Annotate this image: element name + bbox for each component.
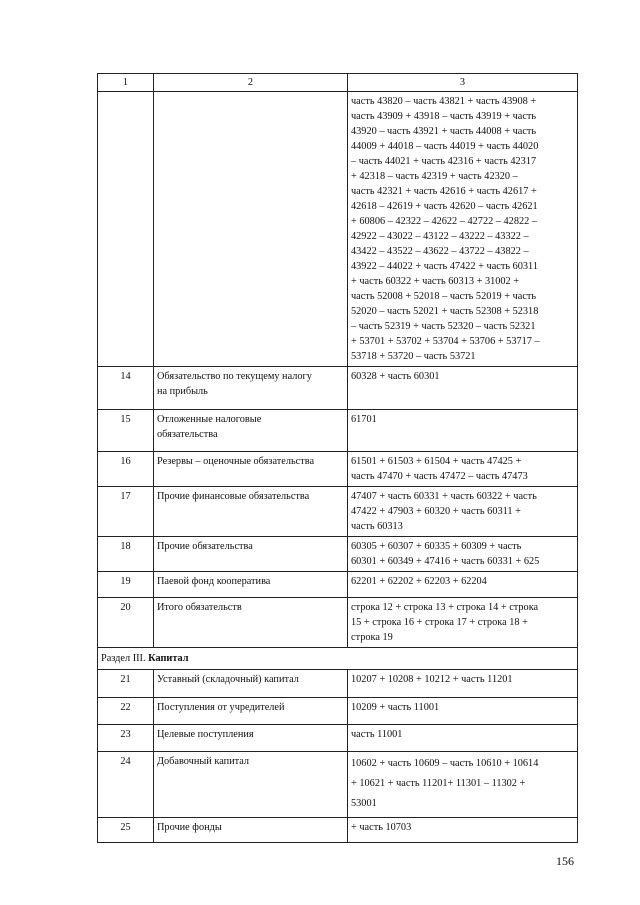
row-name: Итого обязательств — [154, 598, 348, 648]
header-col-3: 3 — [348, 74, 578, 92]
row-name: Резервы – оценочные обязательства — [154, 452, 348, 487]
row-name: Прочие финансовые обязательства — [154, 487, 348, 537]
table-header-row — [98, 74, 578, 92]
row-name: Прочие обязательства — [154, 537, 348, 572]
row-name: Уставный (складочный) капитал — [154, 670, 348, 698]
table-row — [98, 725, 578, 752]
row-formula: 61501 + 61503 + 61504 + часть 47425 + часть 47470 + часть 47472 – часть 47473 — [348, 452, 578, 487]
row-formula: 60328 + часть 60301 — [348, 367, 578, 410]
row-formula: 47407 + часть 60331 + часть 60322 + часть 47422 + 47903 + 60320 + часть 60311 + часть 60313 — [348, 487, 578, 537]
row-formula: часть 11001 — [348, 725, 578, 752]
balance-mapping-table — [97, 73, 578, 843]
row-name — [154, 92, 348, 367]
row-formula: 10209 + часть 11001 — [348, 698, 578, 725]
row-formula: 10602 + часть 10609 – часть 10610 + 10614 + 10621 + часть 11201+ 11301 – 11302 + 53001 — [348, 752, 578, 818]
row-number: 16 — [98, 452, 154, 487]
table-row — [98, 598, 578, 648]
row-name: Паевой фонд кооператива — [154, 572, 348, 598]
row-number: 20 — [98, 598, 154, 648]
section-row — [98, 648, 578, 670]
row-number: 19 — [98, 572, 154, 598]
table-row — [98, 818, 578, 843]
header-col-1: 1 — [98, 74, 154, 92]
row-number: 25 — [98, 818, 154, 843]
table-row — [98, 670, 578, 698]
row-number: 17 — [98, 487, 154, 537]
table-row — [98, 452, 578, 487]
row-formula: часть 43820 – часть 43821 + часть 43908 + часть 43909 + 43918 – часть 43919 + часть 43920 – часть 43921 + часть 44008 + часть 44009 + 44018 – часть 44019 + часть 44020 – часть 44021 + часть 42316 + часть 42317 + 42318 – часть 42319 + часть 42320 – часть 42321 + часть 42616 + часть 42617 + 42618 – 42619 + часть 42620 – часть 42621 + 60806 – 42322 – 42622 – 42722 – 42822 – 42922 – 43022 – 43122 – 43222 – 43322 – 43422 – 43522 – 43622 – 43722 – 43822 – 43922 – 44022 + часть 47422 + часть 60311 + часть 60322 + часть 60313 + 31002 + часть 52008 + 52018 – часть 52019 + часть 52020 – часть 52021 + часть 52308 + 52318 – часть 52319 + часть 52320 – часть 52321 + 53701 + 53702 + 53704 + 53706 + 53717 – 53718 + 53720 – часть 53721 — [348, 92, 578, 367]
header-col-2: 2 — [154, 74, 348, 92]
row-name: Поступления от учредителей — [154, 698, 348, 725]
row-name: Отложенные налоговые обязательства — [154, 410, 348, 452]
row-formula: + часть 10703 — [348, 818, 578, 843]
table-row — [98, 752, 578, 818]
row-number — [98, 92, 154, 367]
row-formula: 62201 + 62202 + 62203 + 62204 — [348, 572, 578, 598]
table-row — [98, 487, 578, 537]
table-row — [98, 698, 578, 725]
section-title: Капитал — [148, 653, 189, 664]
row-name: Прочие фонды — [154, 818, 348, 843]
row-number: 22 — [98, 698, 154, 725]
row-number: 14 — [98, 367, 154, 410]
row-name: Целевые поступления — [154, 725, 348, 752]
table-row — [98, 572, 578, 598]
row-name: Добавочный капитал — [154, 752, 348, 818]
table-row — [98, 367, 578, 410]
row-number: 15 — [98, 410, 154, 452]
row-formula: 60305 + 60307 + 60335 + 60309 + часть 60301 + 60349 + 47416 + часть 60331 + 625 — [348, 537, 578, 572]
row-number: 24 — [98, 752, 154, 818]
row-number: 23 — [98, 725, 154, 752]
row-number: 21 — [98, 670, 154, 698]
section-prefix: Раздел III. — [101, 653, 146, 664]
row-formula: 61701 — [348, 410, 578, 452]
row-formula: строка 12 + строка 13 + строка 14 + строка 15 + строка 16 + строка 17 + строка 18 + строка 19 — [348, 598, 578, 648]
section-heading — [98, 648, 578, 670]
page-number: 156 — [556, 854, 574, 868]
row-formula: 10207 + 10208 + 10212 + часть 11201 — [348, 670, 578, 698]
table-row-continuation — [98, 92, 578, 367]
table-row — [98, 537, 578, 572]
row-name: Обязательство по текущему налогу на прибыль — [154, 367, 348, 410]
row-number: 18 — [98, 537, 154, 572]
table-row — [98, 410, 578, 452]
